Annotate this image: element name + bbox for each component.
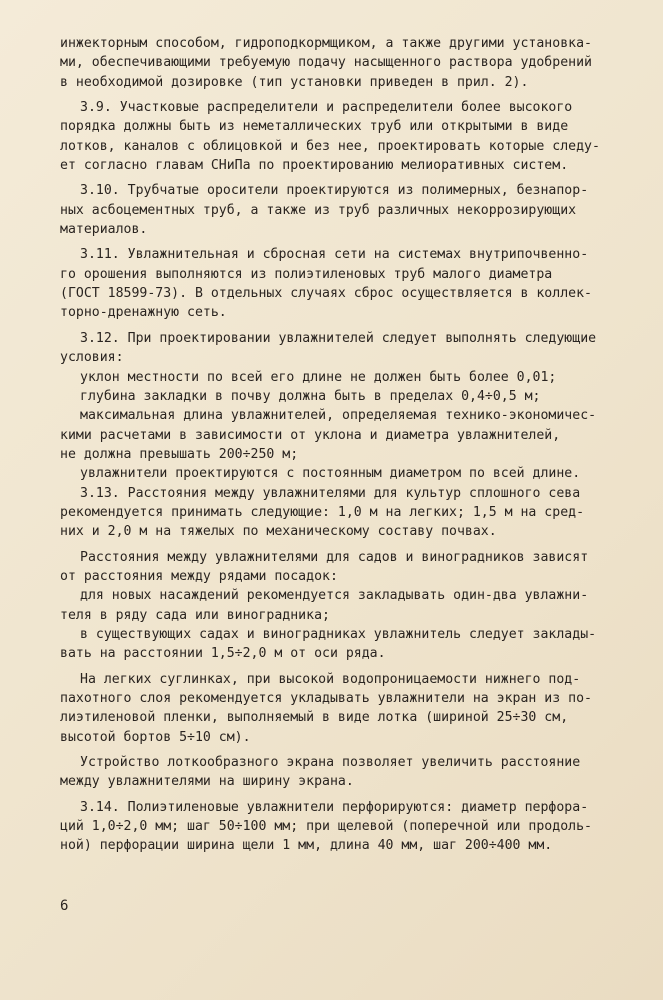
text-line: вать на расстоянии 1,5÷2,0 м от оси ряда. (60, 646, 386, 662)
text-line: для новых насаждений рекомендуется закладывать один-два увлажни- (80, 588, 589, 604)
text-line: 3.12. При проектировании увлажнителей следует выполнять следующие (80, 330, 597, 346)
text-line: увлажнители проектируются с постоянным диаметром по всей длине. (80, 466, 581, 482)
text-line: между увлажнителями на ширину экрана. (60, 774, 354, 790)
text-line: порядка должны быть из неметаллических труб или открытыми в виде (60, 119, 569, 135)
text-line: Расстояния между увлажнителями для садов и виноградников зависят (80, 549, 589, 565)
text-line: условия: (60, 350, 124, 366)
text-line: пахотного слоя рекомендуется укладывать увлажнители на экран из по- (60, 691, 592, 706)
text-line: максимальная длина увлажнителей, определяемая технико-экономичес- (80, 408, 597, 424)
text-line: уклон местности по всей его длине не должен быть более 0,01; (80, 369, 557, 385)
text-line: (ГОСТ 18599-73). В отдельных случаях сброс осуществляется в коллек- (60, 286, 592, 302)
text-line: 3.9. Участковые распределители и распределители более высокого (80, 100, 573, 116)
page-number: 6 (60, 898, 69, 914)
text-line: кими расчетами в зависимости от уклона и диаметра увлажнителей, (60, 427, 561, 443)
text-line: них и 2,0 м на тяжелых по механическому составу почвах. (60, 524, 497, 540)
text-line: не должна превышать 200÷250 м; (60, 446, 299, 462)
text-line: материалов. (60, 222, 148, 238)
text-line: в необходимой дозировке (тип установки приведен в прил. 2). (60, 74, 529, 90)
text-line: ной) перфорации ширина щели 1 мм, длина 40 мм, шаг 200÷400 мм. (60, 838, 553, 854)
text-line: глубина закладки в почву должна быть в пределах 0,4÷0,5 м; (80, 388, 541, 404)
text-line: ций 1,0÷2,0 мм; шаг 50÷100 мм; при щелевой (поперечной или продоль- (60, 819, 592, 835)
text-line: лотков, каналов с облицовкой и без нее, проектировать которые следу- (60, 138, 600, 154)
text-line: Устройство лоткообразного экрана позволяет увеличить расстояние (80, 755, 581, 771)
text-line: в существующих садах и виноградниках увлажнитель следует заклады- (80, 626, 597, 642)
text-line: 3.10. Трубчатые оросители проектируются из полимерных, безнапор- (80, 183, 589, 199)
text-line: торно-дренажную сеть. (60, 305, 227, 321)
text-line: ных асбоцементных труб, а также из труб различных некоррозирующих (60, 202, 577, 218)
text-line: ми, обеспечивающими требуемую подачу насыщенного раствора удобрений (60, 55, 592, 71)
text-line: 3.13. Расстояния между увлажнителями для культур сплошного сева (80, 485, 581, 501)
text-line: от расстояния между рядами посадок: (60, 568, 338, 584)
text-line: На легких суглинках, при высокой водопроницаемости нижнего под- (80, 671, 581, 687)
text-line: 3.14. Полиэтиленовые увлажнители перфорируются: диаметр перфора- (80, 799, 589, 815)
text-line: ет согласно главам СНиПа по проектированию мелиоративных систем. (60, 158, 569, 174)
text-line: го орошения выполняются из полиэтиленовых труб малого диаметра (60, 266, 553, 282)
text-line: теля в ряду сада или виноградника; (60, 607, 330, 623)
text-line: 3.11. Увлажнительная и сбросная сети на системах внутрипочвенно- (80, 247, 589, 263)
text-line: высотой бортов 5÷10 см). (60, 729, 251, 745)
text-line: инжекторным способом, гидроподкормщиком, а также другими установка- (60, 36, 592, 51)
text-line: рекомендуется принимать следующие: 1,0 м на легких; 1,5 м на сред- (60, 504, 585, 520)
text-line: лиэтиленовой пленки, выполняемый в виде лотка (шириной 25÷30 см, (60, 710, 569, 726)
document-body (60, 34, 653, 856)
